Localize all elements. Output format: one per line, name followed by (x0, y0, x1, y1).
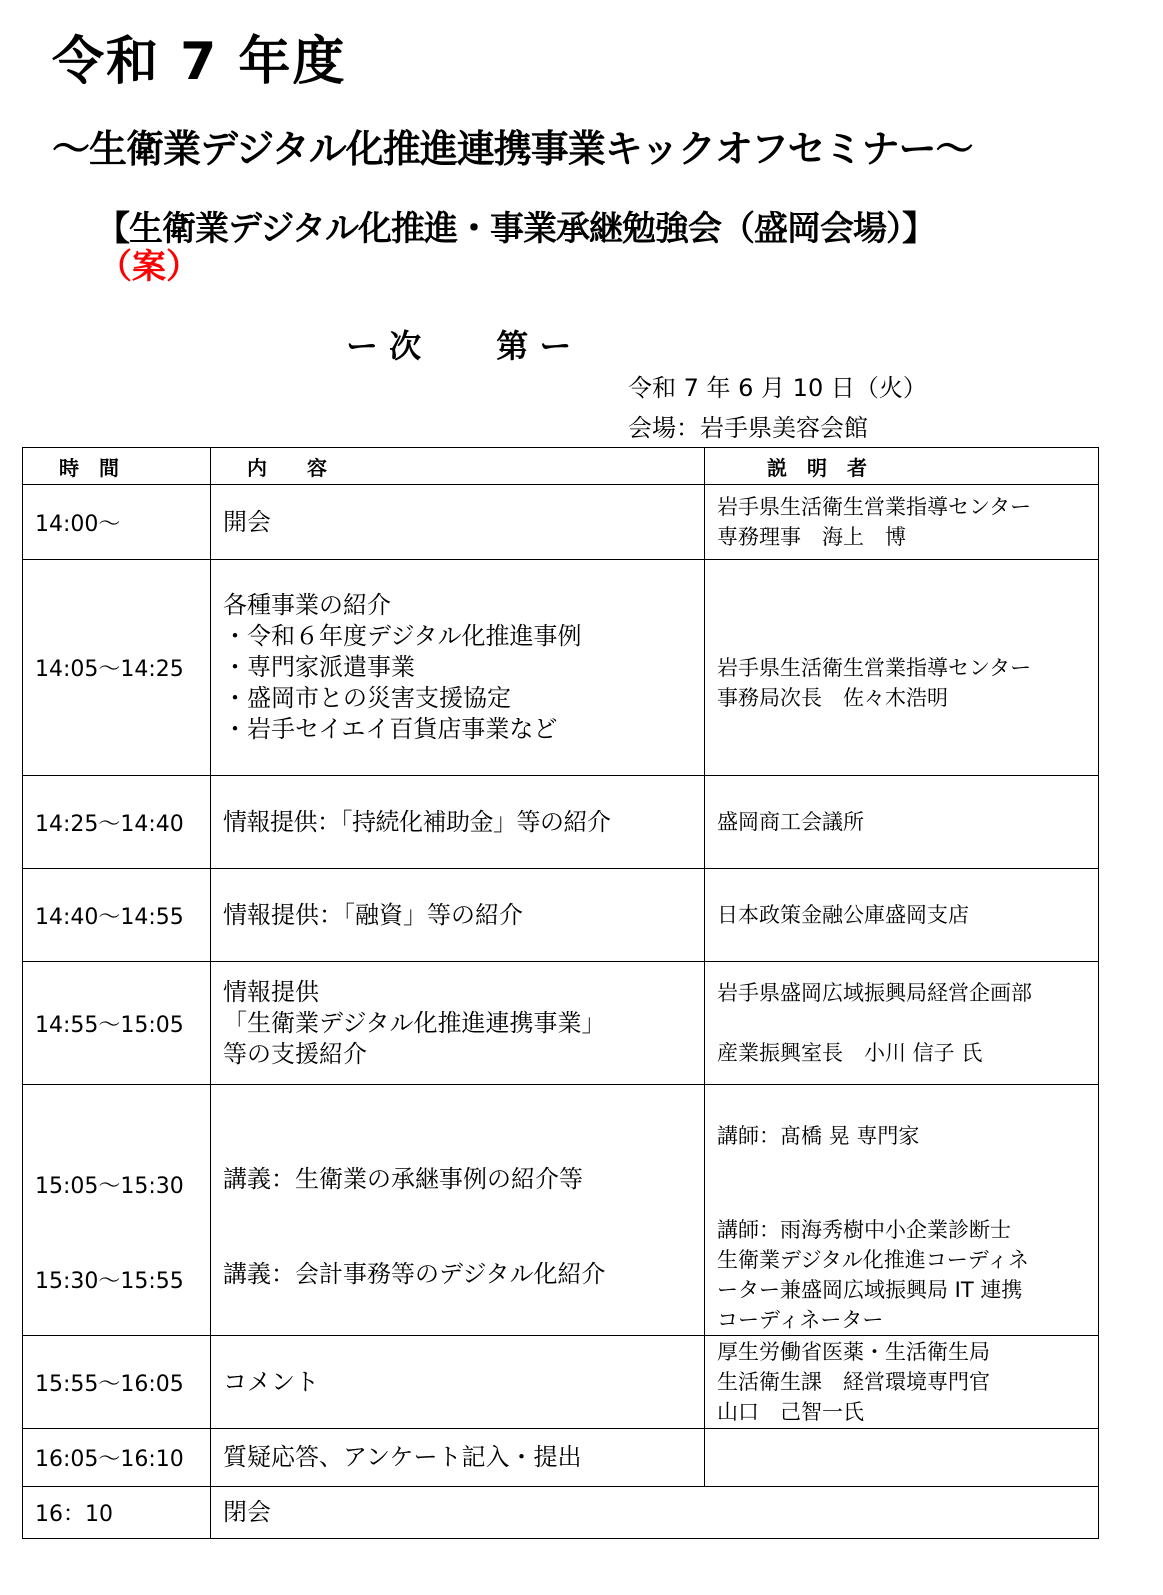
content-lecture-first: 講義：生衛業の承継事例の紹介等 (223, 1165, 583, 1193)
content-lecture-second: 講義：会計事務等のデジタル化紹介 (223, 1260, 606, 1288)
row-time: 14:00～ (23, 485, 211, 560)
table-row (23, 1085, 1099, 1336)
presenter-line: 日本政策金融公庫盛岡支店 (717, 903, 969, 927)
content-line: 情報提供 (223, 977, 319, 1006)
row-presenter (705, 776, 1099, 869)
row-presenter (705, 560, 1099, 776)
row-time: 14:05～14:25 (23, 560, 211, 776)
row-content (211, 1085, 705, 1336)
table-row (23, 962, 1099, 1085)
header-presenter: 説 明 者 (705, 448, 1099, 485)
presenter-line: 生衛業デジタル化推進コーディネ (717, 1248, 1030, 1272)
event-title: 【生衛業デジタル化推進・事業承継勉強会（盛岡会場）】 (96, 209, 935, 249)
content-line: 質疑応答、アンケート記入・提出 (223, 1443, 582, 1471)
table-row (23, 1429, 1099, 1487)
row-presenter (705, 869, 1099, 962)
row-time: 14:55～15:05 (23, 962, 211, 1085)
row-presenter-empty (705, 1429, 1099, 1487)
presenter-line: 生活衛生課 経営環境専門官 (717, 1370, 990, 1394)
row-content (211, 485, 705, 560)
row-content (211, 776, 705, 869)
table-row (23, 1487, 1099, 1539)
presenter-line: 産業振興室長 小川 信子 氏 (717, 1041, 983, 1065)
row-content (211, 1429, 705, 1487)
presenter-line: 事務局次長 佐々木浩明 (717, 685, 948, 710)
presenter-line: コーディネーター (717, 1308, 884, 1332)
event-date: 令和 7 年 6 月 10 日（火） (628, 374, 927, 402)
document-year: 令和 7 年度 (52, 32, 347, 92)
row-time: 14:40～14:55 (23, 869, 211, 962)
table-row (23, 776, 1099, 869)
content-line: ・専門家派遣事業 (223, 653, 415, 681)
row-presenter (705, 962, 1099, 1085)
content-line: 「生衛業デジタル化推進連携事業」 (223, 1008, 606, 1037)
presenter-line: 厚生労働省医薬・生活衛生局 (717, 1340, 990, 1364)
presenter-line: 岩手県盛岡広域振興局経営企画部 (717, 981, 1032, 1005)
table-row (23, 1336, 1099, 1429)
presenter-line: 専務理事 海上 博 (717, 525, 906, 549)
content-line: ・令和６年度デジタル化推進事例 (223, 622, 582, 650)
row-presenter (705, 1336, 1099, 1429)
agenda-heading: ー 次 第 ー (346, 327, 572, 365)
header-content: 内 容 (211, 448, 705, 485)
row-presenter (705, 1085, 1099, 1336)
row-time: 14:25～14:40 (23, 776, 211, 869)
table-header-row (23, 448, 1099, 485)
row-time: 16：10 (23, 1487, 211, 1539)
presenter-line: 岩手県生活衛生営業指導センター (717, 655, 1032, 680)
presenter-line (717, 1008, 1098, 1038)
presenter-lecturer-first: 講師：髙橋 晃 専門家 (717, 1124, 920, 1148)
row-content (211, 1487, 1099, 1539)
event-venue: 会場：岩手県美容会館 (628, 414, 868, 442)
content-line: ・盛岡市との災害支援協定 (223, 684, 511, 712)
table-row (23, 869, 1099, 962)
row-content (211, 962, 705, 1085)
presenter-line: ーター兼盛岡広域振興局 IT 連携 (717, 1278, 1023, 1302)
header-time: 時 間 (23, 448, 211, 485)
content-line: コメント (223, 1367, 319, 1396)
row-time: 15:55～16:05 (23, 1336, 211, 1429)
presenter-line: 講師：雨海秀樹中小企業診断士 (717, 1218, 1011, 1242)
schedule-table (22, 447, 1099, 1539)
table-row (23, 560, 1099, 776)
table-row (23, 485, 1099, 560)
row-content (211, 869, 705, 962)
content-line: 開会 (223, 507, 271, 536)
draft-mark: （案） (98, 247, 200, 287)
row-time-first: 15:05～15:30 (35, 1174, 184, 1199)
row-time (23, 1085, 211, 1336)
content-line: 情報提供：「融資」等の紹介 (223, 900, 523, 929)
content-line: ・岩手セイエイ百貨店事業など (223, 715, 558, 743)
series-title: ～生衛業デジタル化推進連携事業キックオフセミナー～ (52, 127, 973, 171)
row-time: 16:05～16:10 (23, 1429, 211, 1487)
row-content (211, 1336, 705, 1429)
content-line: 等の支援紹介 (223, 1039, 367, 1068)
row-presenter (705, 485, 1099, 560)
row-content (211, 560, 705, 776)
presenter-line: 盛岡商工会議所 (717, 810, 864, 834)
row-time-second: 15:30～15:55 (35, 1269, 184, 1294)
presenter-line: 岩手県生活衛生営業指導センター (717, 495, 1032, 519)
content-line: 閉会 (223, 1498, 271, 1526)
content-line: 各種事業の紹介 (223, 591, 391, 619)
presenter-line: 山口 己智一氏 (717, 1400, 864, 1424)
content-line: 情報提供：「持続化補助金」等の紹介 (223, 807, 611, 836)
